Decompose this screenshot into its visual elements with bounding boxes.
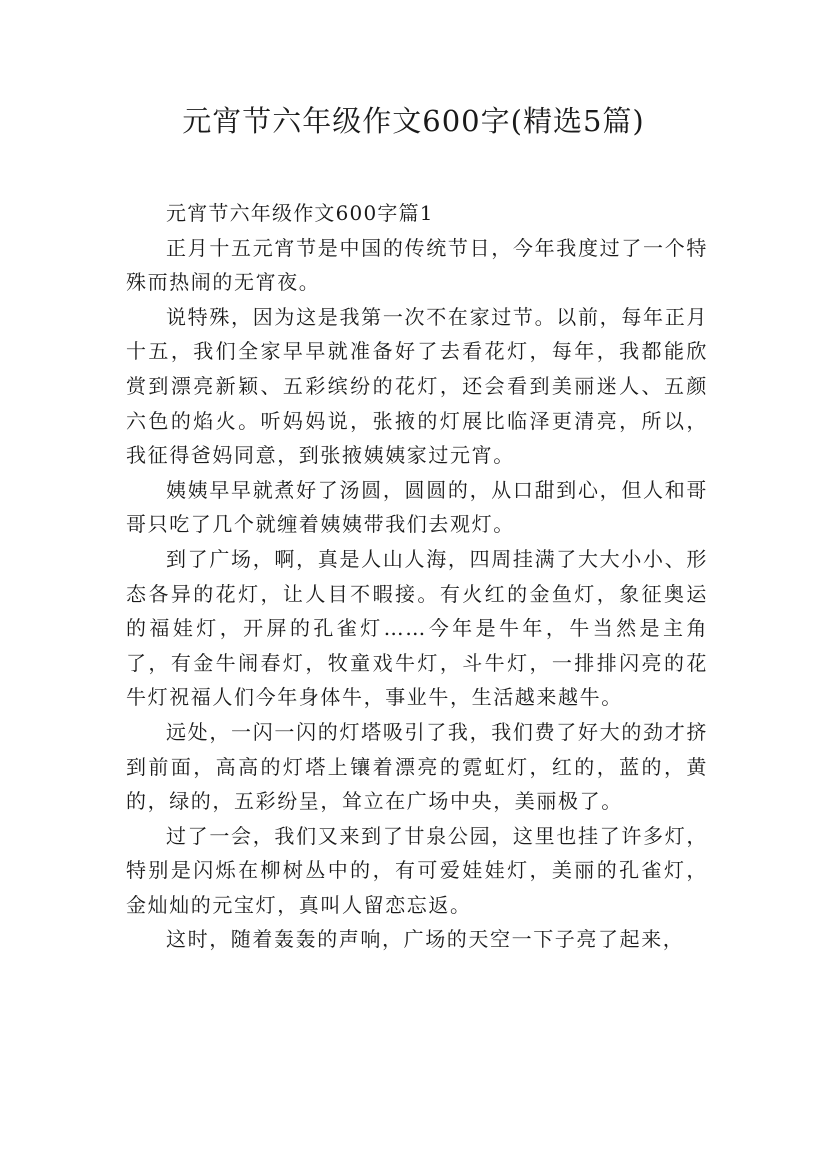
paragraph-2: 说特殊，因为这是我第一次不在家过节。以前，每年正月十五，我们全家早早就准备好了去看花灯，每年，我都能欣赏到漂亮新颖、五彩缤纷的花灯，还会看到美丽迷人、五颜六色的焰火。听妈妈说，张掖的灯展比临泽更清亮，所以，我征得爸妈同意，到张掖姨姨家过元宵。	[126, 304, 708, 468]
paragraph-7: 这时，随着轰轰的声响，广场的天空一下子亮了起来，	[166, 927, 685, 952]
document-body	[126, 196, 708, 957]
paragraph-5: 远处，一闪一闪的灯塔吸引了我，我们费了好大的劲才挤到前面，高高的灯塔上镶着漂亮的霓虹灯，红的，蓝的，黄的，绿的，五彩纷呈，耸立在广场中央，美丽极了。	[126, 719, 708, 814]
paragraph-4: 到了广场，啊，真是人山人海，四周挂满了大大小小、形态各异的花灯，让人目不暇接。有火红的金鱼灯，象征奥运的福娃灯，开屏的孔雀灯……今年是牛年，牛当然是主角了，有金牛闹春灯，牧童戏牛灯，斗牛灯，一排排闪亮的花牛灯祝福人们今年身体牛，事业牛，生活越来越牛。	[126, 546, 708, 710]
paragraph-6: 过了一会，我们又来到了甘泉公园，这里也挂了许多灯，特别是闪烁在柳树丛中的，有可爱娃娃灯，美丽的孔雀灯，金灿灿的元宝灯，真叫人留恋忘返。	[126, 823, 708, 917]
document-title: 元宵节六年级作文600字(精选5篇)	[182, 104, 645, 138]
section-heading: 元宵节六年级作文600字篇1	[166, 201, 434, 225]
paragraph-3: 姨姨早早就煮好了汤圆，圆圆的，从口甜到心，但人和哥哥只吃了几个就缠着姨姨带我们去观灯。	[126, 477, 708, 537]
paragraph-1: 正月十五元宵节是中国的传统节日，今年我度过了一个特殊而热闹的无宵夜。	[126, 235, 708, 295]
